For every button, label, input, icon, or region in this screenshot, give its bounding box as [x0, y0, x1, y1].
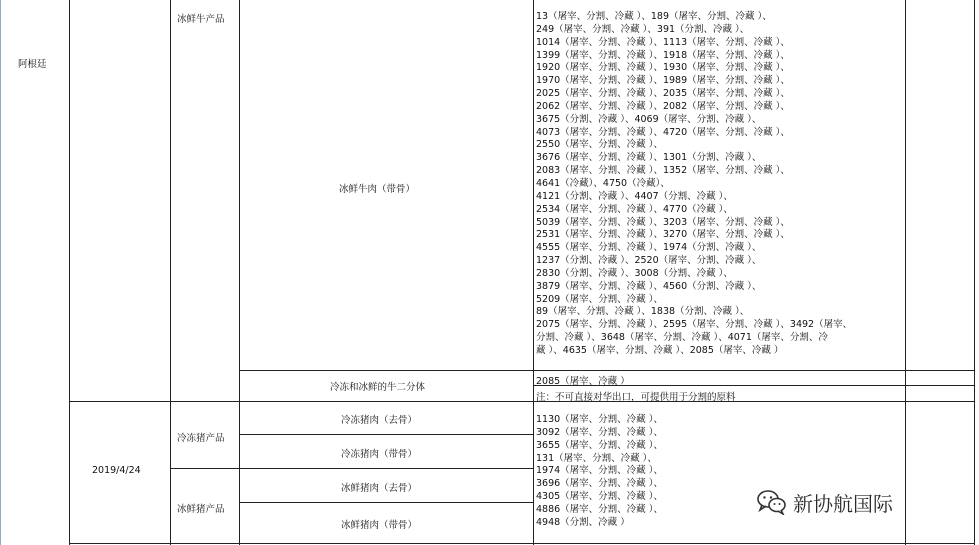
plant-line: 5039（屠宰、分割、冷藏 ）、3203（屠宰、分割、冷藏 ）、: [536, 216, 790, 228]
watermark: [757, 487, 893, 517]
date-cell: 2019/4/24: [92, 465, 141, 476]
product-chilled-pork-bone-in: 冰鲜猪肉（带骨）: [341, 520, 418, 531]
category-frozen-pork: 冷冻猪产品: [177, 433, 225, 444]
plant-line: 4555（屠宰、分割、冷藏 ）、1974（分割、冷藏 ）、: [536, 242, 762, 254]
half-carcass-plant: 2085（屠宰、冷藏 ）: [536, 376, 630, 387]
plant-line: 分割、冷藏 ）、3648（屠宰、分割、冷藏 ）、4071（屠宰、分割、冷: [536, 332, 828, 344]
category-chilled-pork: 冰鲜猪产品: [177, 504, 225, 515]
plant-line: 1237（分割、冷藏 ）、2520（屠宰、分割、冷藏 ）、: [536, 255, 762, 267]
beef-plant-list: [536, 11, 852, 358]
plant-line: 4305（屠宰、分割、冷藏 ）、: [536, 491, 663, 503]
plant-line: 3655（屠宰、分割、冷藏 ）、: [536, 439, 663, 451]
plant-line: 4886（屠宰、分割、冷藏 ）、: [536, 503, 663, 515]
plant-line: 249（屠宰、分割、冷藏 ）、391（分割、冷藏 ）、: [536, 23, 750, 35]
plant-line: 1974（屠宰、分割、冷藏 ）、: [536, 465, 663, 477]
plant-line: 3696（屠宰、分割、冷藏 ）、: [536, 478, 663, 490]
plant-line: 2025（屠宰、分割、冷藏 ）、2035（屠宰、分割、冷藏 ）、: [536, 88, 790, 100]
plant-line: 131（屠宰、分割、冷藏 ）、: [536, 452, 657, 464]
plant-line: 3675（分割、冷藏 ）、4069（屠宰、分割、冷藏 ）、: [536, 113, 762, 125]
watermark-text: 新协航国际: [793, 491, 893, 516]
plant-line: 5209（屠宰、分割、冷藏 ）、: [536, 293, 663, 305]
plant-line: 1014（屠宰、分割、冷藏 ）、1113（屠宰、分割、冷藏 ）、: [536, 36, 790, 48]
country-cell: 阿根廷: [18, 59, 47, 70]
product-chilled-pork-boneless: 冰鲜猪肉（去骨）: [341, 483, 418, 494]
wechat-icon: [757, 489, 787, 515]
plant-line: 藏 ）、4635（屠宰、分割、冷藏 ）、2085（屠宰、冷藏 ）: [536, 344, 784, 356]
half-carcass-note: 注：不可直接对华出口，可提供用于分割的原料: [536, 392, 736, 403]
plant-line: 1399（屠宰、分割、冷藏 ）、1918（屠宰、分割、冷藏 ）、: [536, 49, 790, 61]
plant-line: 3879（屠宰、分割、冷藏 ）、4560（分割、冷藏 ）、: [536, 280, 762, 292]
plant-line: 4073（屠宰、分割、冷藏 ）、4720（屠宰、分割、冷藏 ）、: [536, 126, 790, 138]
plant-line: 89（屠宰、分割、冷藏 ）、1838（分割、冷藏 ）、: [536, 306, 750, 318]
product-beef-half-carcass: 冷冻和冰鲜的牛二分体: [330, 382, 426, 393]
plant-line: 1920（屠宰、分割、冷藏 ）、1930（屠宰、分割、冷藏 ）、: [536, 62, 790, 74]
product-frozen-pork-boneless: 冷冻猪肉（去骨）: [341, 415, 418, 426]
plant-line: 3092（屠宰、分割、冷藏 ）、: [536, 426, 663, 438]
plant-line: 4641（冷藏）、4750（冷藏）、: [536, 177, 670, 189]
plant-line: 4948（分割、冷藏 ）: [536, 516, 630, 528]
plant-line: 2531（屠宰、分割、冷藏 ）、3270（屠宰、分割、冷藏 ）、: [536, 229, 790, 241]
plant-line: 2075（屠宰、分割、冷藏 ）、2595（屠宰、分割、冷藏 ）、3492（屠宰、: [536, 319, 853, 331]
plant-line: 13（屠宰、分割、冷藏 ）、189（屠宰、分割、冷藏 ）、: [536, 11, 772, 22]
plant-line: 2062（屠宰、分割、冷藏 ）、2082（屠宰、分割、冷藏 ）、: [536, 100, 790, 112]
plant-line: 1130（屠宰、分割、冷藏 ）、: [536, 414, 663, 425]
plant-line: 2534（屠宰、分割、冷藏 ）、4770（冷藏 ）、: [536, 203, 733, 215]
category-beef: 冰鲜牛产品: [177, 14, 225, 25]
plant-line: 2083（屠宰、分割、冷藏 ）、1352（屠宰、分割、冷藏 ）、: [536, 165, 790, 177]
product-chilled-beef-bone-in: 冰鲜牛肉（带骨）: [339, 184, 416, 195]
pork-plant-list: [536, 414, 663, 530]
product-frozen-pork-bone-in: 冷冻猪肉（带骨）: [341, 449, 418, 460]
plant-line: 2550（屠宰、分割、冷藏 ）、: [536, 139, 663, 151]
plant-line: 2830（分割、冷藏 ）、3008（分割、冷藏 ）、: [536, 267, 733, 279]
plant-line: 1970（屠宰、分割、冷藏 ）、1989（屠宰、分割、冷藏 ）、: [536, 75, 790, 87]
plant-line: 4121（分割、冷藏 ）、4407（分割、冷藏 ）、: [536, 190, 733, 202]
plant-line: 3676（屠宰、分割、冷藏 ）、1301（分割、冷藏 ）、: [536, 152, 762, 164]
